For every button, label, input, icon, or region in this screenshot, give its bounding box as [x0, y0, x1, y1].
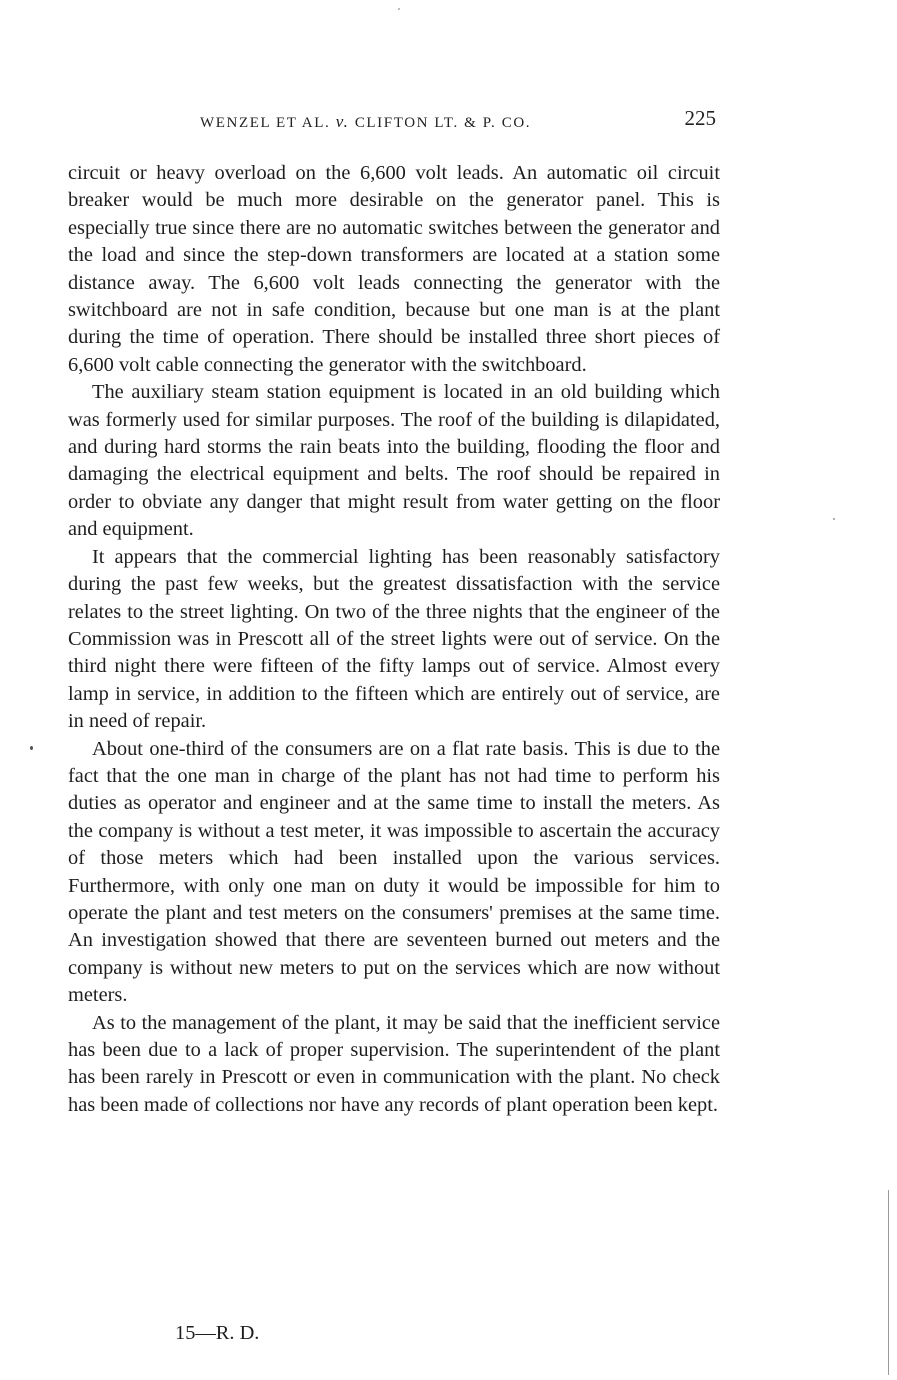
- scan-speck: [30, 746, 33, 750]
- paragraph-5: As to the management of the plant, it may be said that the inefficient service has been due to a lack of proper supervision. The superintendent of the plant has been rarely in Prescott or even in communication with the plant. No check has been made of collections nor have any records of plant operation been kept.: [68, 1011, 720, 1116]
- running-head-left: WENZEL ET AL.: [200, 115, 331, 131]
- page-number: 225: [684, 106, 716, 130]
- signature-mark: 15—R. D.: [175, 1322, 260, 1344]
- paragraph-2: The auxiliary steam station equipment is located in an old building which was formerly used for similar purposes. The roof of the building is dilapidated, and during hard storms the rain beats into the building, flooding the floor and damaging the electrical equipment and belts. The roof should be repaired in order to obviate any danger that might result from water getting on the floor and equipment.: [68, 381, 720, 541]
- paragraph-1: circuit or heavy overload on the 6,600 volt leads. An automatic oil circuit breaker would be much more desirable on the generator panel. This is especially true since there are no automatic switches between the generator and the load and since the step-down transformers are located at a station some distance away. The 6,600 volt leads connecting the generator with the switchboard are not in safe condition, because but one man is at the plant during the time of operation. There should be installed three short pieces of 6,600 volt cable connecting the generator with the switchboard.: [68, 162, 720, 376]
- scan-edge-line: [888, 1190, 889, 1375]
- scan-speck: [833, 518, 835, 520]
- body-text: [68, 160, 720, 1119]
- page-header: [200, 106, 720, 134]
- paragraph-3: It appears that the commercial lighting has been reasonably satisfactory during the past few weeks, but the greatest dissatisfaction with the service relates to the street lighting. On two of the three nights that the engineer of the Commission was in Prescott all of the street lights were out of service. On the third night there were fifteen of the fifty lamps out of service. Almost every lamp in service, in addition to the fifteen which are entirely out of service, are in need of repair.: [68, 545, 720, 733]
- running-head-right: CLIFTON LT. & P. CO.: [354, 115, 532, 131]
- running-head: [200, 112, 531, 132]
- running-head-versus: v.: [335, 112, 350, 131]
- scan-speck: [398, 8, 400, 10]
- paragraph-4: About one-third of the consumers are on a flat rate basis. This is due to the fact that the one man in charge of the plant has not had time to perform his duties as operator and engineer and at the same time to install the meters. As the company is without a test meter, it was impossible to ascertain the accuracy of those meters which had been installed upon the various services. Furthermore, with only one man on duty it would be impossible for him to operate the plant and test meters on the consumers' premises at the same time. An investigation showed that there are seventeen burned out meters and the company is without new meters to put on the services which are now without meters.: [68, 737, 720, 1007]
